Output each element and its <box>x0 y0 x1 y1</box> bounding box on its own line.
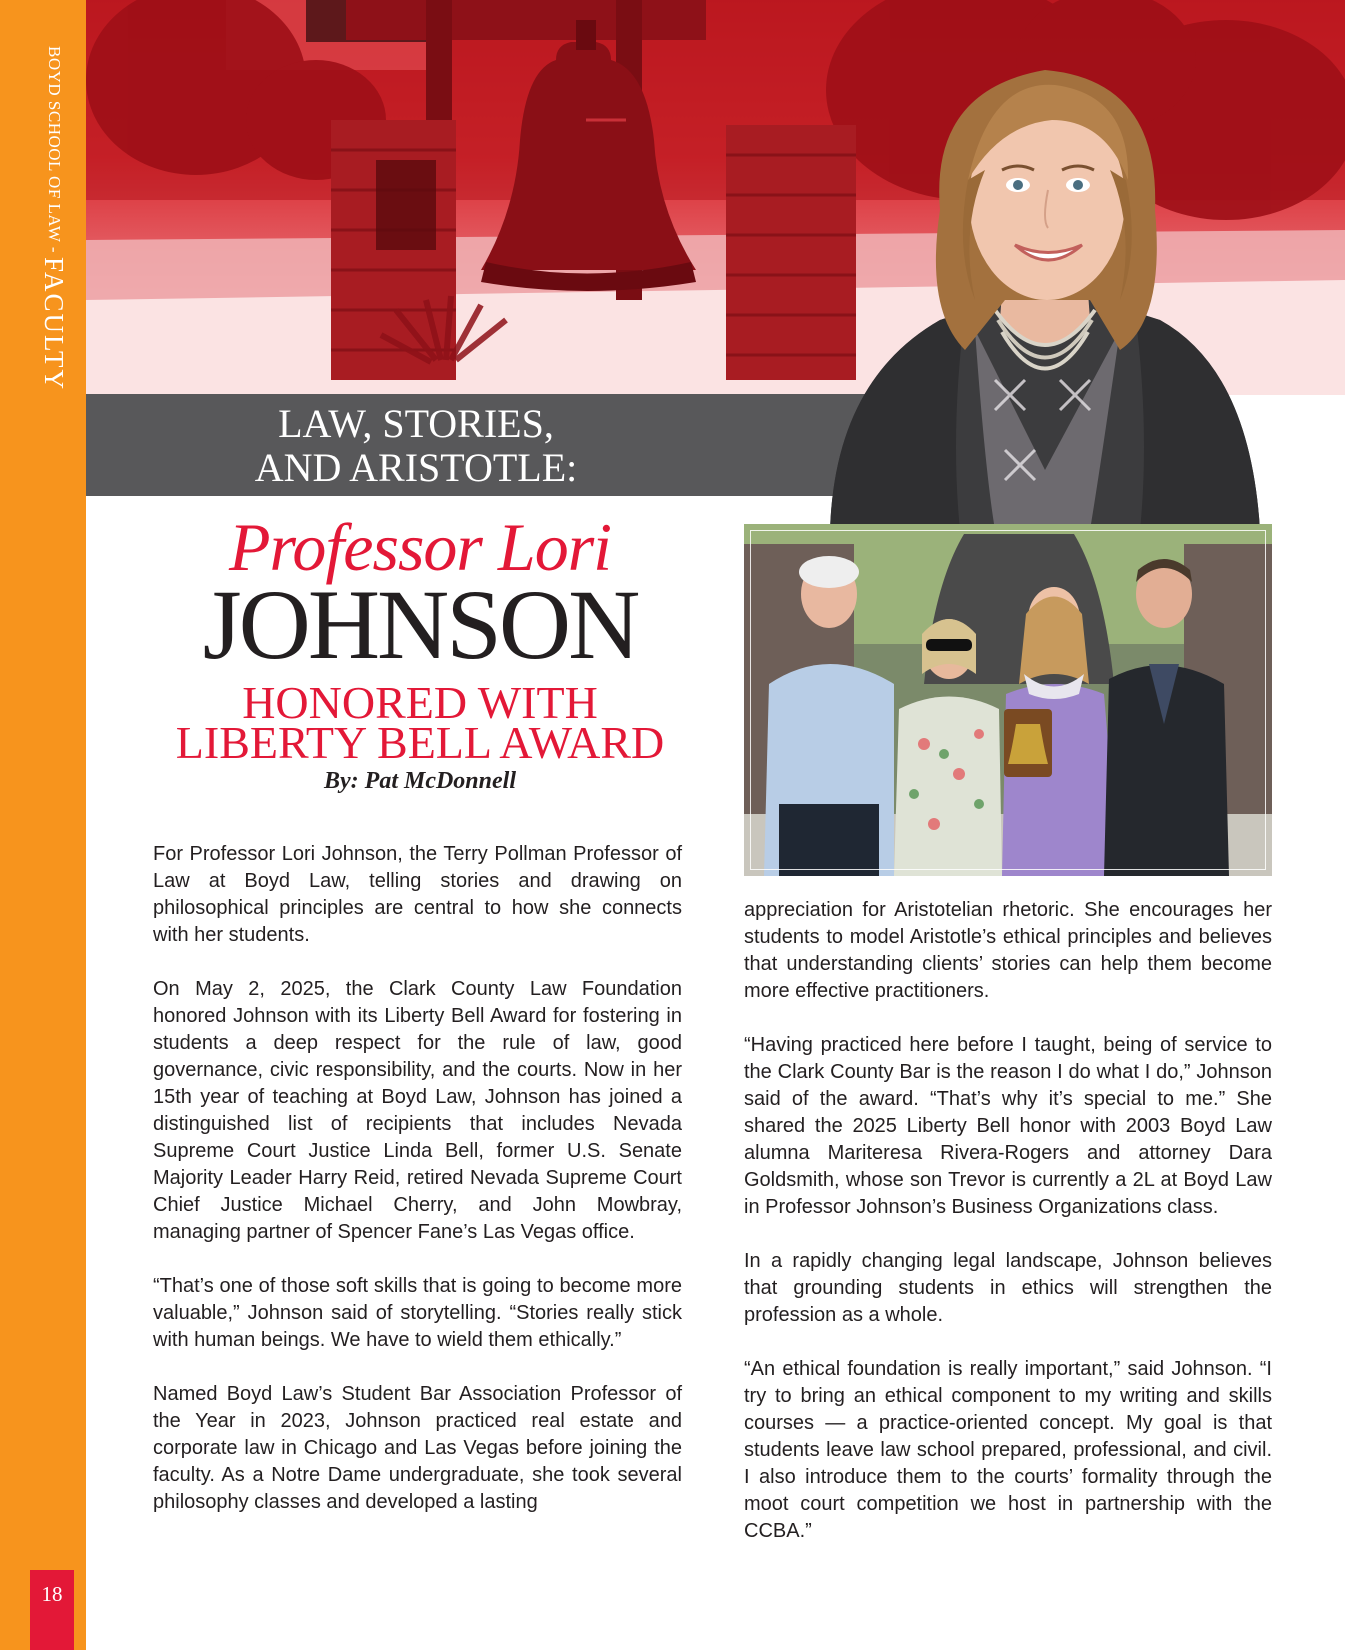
title-bar <box>86 394 866 496</box>
paragraph: On May 2, 2025, the Clark County Law Foundation honored Johnson with its Liberty Bell Award for fostering in students a deep respect for the rule of law, good governance, civic responsibility, and the courts. Now in her 15th year of teaching at Boyd Law, Johnson has joined a distinguished list of recipients that includes Nevada Supreme Court Justice Linda Bell, former U.S. Senate Majority Leader Harry Reid, retired Nevada Supreme Court Chief Justice Michael Cherry, and John Mowbray, managing partner of Spencer Fane’s Las Vegas office. <box>153 978 682 1243</box>
paragraph: In a rapidly changing legal landscape, Johnson believes that grounding students in ethics will strengthen the profession as a whole. <box>744 1250 1272 1326</box>
faculty-label: FACULTY <box>39 256 69 392</box>
article-column-right <box>744 897 1272 1572</box>
photo-frame <box>750 530 1266 870</box>
paragraph: For Professor Lori Johnson, the Terry Pollman Professor of Law at Boyd Law, telling stories and drawing on philosophical principles are central to how she connects with her students. <box>153 843 682 946</box>
paragraph: “Having practiced here before I taught, being of service to the Clark County Bar is the reason I do what I do,” Johnson said of the award. “That’s why it’s special to me.” She shared the 2025 Liberty Bell honor with 2003 Boyd Law alumna Mariteresa Rivera-Rogers and attorney Dara Goldsmith, whose son Trevor is currently a 2L at Boyd Law in Professor Johnson’s Business Organizations class. <box>744 1034 1272 1218</box>
group-photo <box>744 524 1272 876</box>
headline-honored-line-1: HONORED WITH <box>242 677 598 728</box>
section-label <box>38 46 68 476</box>
headline-name: JOHNSON <box>202 569 638 680</box>
title-line-2: AND ARISTOTLE: <box>254 445 578 490</box>
paragraph: “An ethical foundation is really important,” said Johnson. “I try to bring an ethical component to my writing and skills courses — a practice-oriented concept. My goal is that students leave law school prepared, professional, and civil. I also introduce them to the courts’ formality through the moot court competition we host in partnership with the CCBA.” <box>744 1358 1272 1542</box>
headline-honored-line-2: LIBERTY BELL AWARD <box>175 717 665 768</box>
professor-portrait <box>790 50 1310 530</box>
page-number: 18 <box>30 1570 74 1650</box>
paragraph: “That’s one of those soft skills that is going to become more valuable,” Johnson said of storytelling. “Stories really stick with human beings. We have to wield them ethically.” <box>153 1275 682 1351</box>
title-line-1: LAW, STORIES, <box>278 401 554 446</box>
headline-professor: Professor Lori <box>228 509 612 585</box>
paragraph: Named Boyd Law’s Student Bar Association Professor of the Year in 2023, Johnson practiced real estate and corporate law in Chicago and Las Vegas before joining the faculty. As a Notre Dame undergraduate, she took several philosophy classes and developed a lasting <box>153 1383 682 1513</box>
article-column-left <box>153 841 682 1543</box>
school-label: BOYD SCHOOL OF LAW - <box>45 46 64 253</box>
paragraph: appreciation for Aristotelian rhetoric. She encourages her students to model Aristotle’s ethical principles and believes that understanding clients’ stories can help them become more effective practitioners. <box>744 899 1272 1002</box>
byline: By: Pat McDonnell <box>324 768 516 794</box>
side-spine <box>0 0 86 1650</box>
